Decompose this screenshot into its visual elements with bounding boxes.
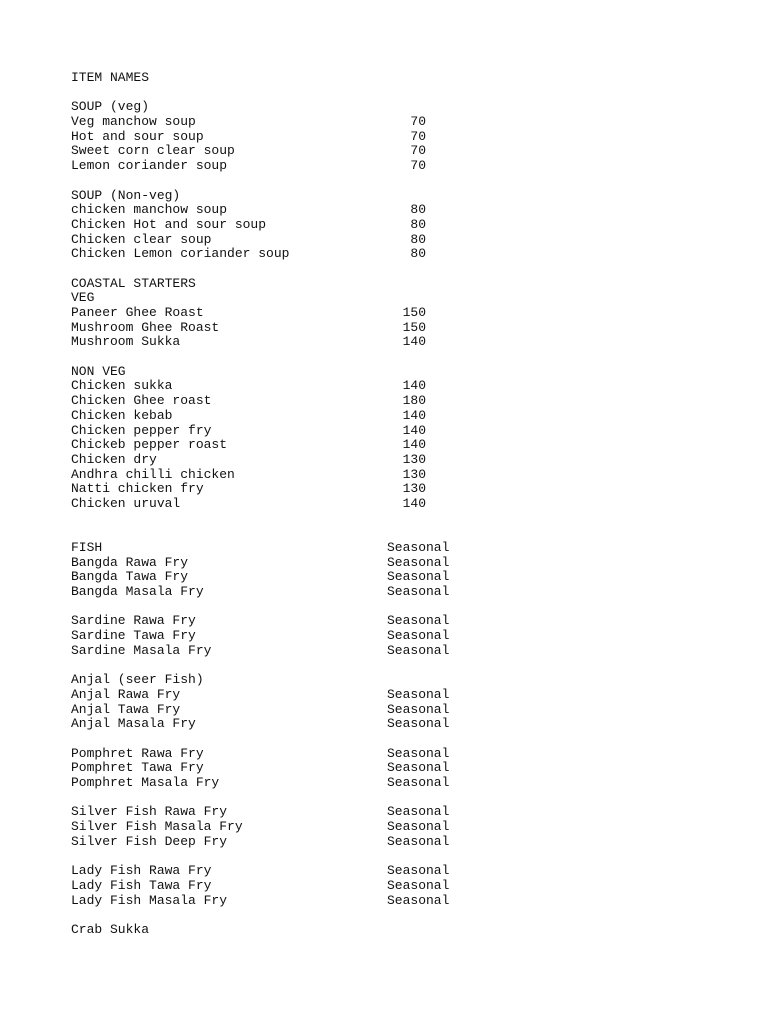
item-name: Mushroom Sukka	[71, 334, 181, 350]
item-name: Sardine Rawa Fry	[71, 613, 196, 629]
menu-item	[71, 233, 711, 248]
item-name: chicken manchow soup	[71, 202, 228, 218]
menu-item	[71, 703, 711, 718]
item-price: Seasonal	[387, 701, 450, 717]
item-name: Lady Fish Masala Fry	[71, 892, 228, 908]
item-price: 70	[410, 143, 426, 159]
item-price: 150	[402, 319, 426, 335]
item-name: Anjal Rawa Fry	[71, 686, 181, 702]
item-price: 140	[402, 437, 426, 453]
item-name: Pomphret Tawa Fry	[71, 760, 204, 776]
item-price: Seasonal	[387, 819, 450, 835]
item-price: 70	[410, 114, 426, 130]
menu-item	[71, 570, 711, 585]
item-price: 80	[410, 202, 426, 218]
menu-item	[71, 321, 711, 336]
item-name: Chicken uruval	[71, 495, 181, 511]
item-price: Seasonal	[387, 628, 450, 644]
item-name: Chicken dry	[71, 451, 157, 467]
item-name: Pomphret Rawa Fry	[71, 745, 204, 761]
item-name: Andhra chilli chicken	[71, 466, 235, 482]
item-name: Mushroom Ghee Roast	[71, 319, 220, 335]
menu-item	[71, 614, 711, 629]
item-name: Chicken clear soup	[71, 231, 212, 247]
menu-item	[71, 409, 711, 424]
menu-item	[71, 453, 711, 468]
menu-item	[71, 864, 711, 879]
item-price: 130	[402, 451, 426, 467]
menu-item	[71, 688, 711, 703]
section-heading-fish: FISH Seasonal	[71, 540, 450, 556]
menu-item	[71, 159, 711, 174]
item-name: Veg manchow soup	[71, 114, 196, 130]
item-name: Bangda Tawa Fry	[71, 569, 189, 585]
item-price: Seasonal	[387, 716, 450, 732]
menu-item	[71, 717, 711, 732]
item-name: Chicken sukka	[71, 378, 173, 394]
item-name: Chicken kebab	[71, 407, 173, 423]
menu-item	[71, 438, 711, 453]
item-price: Seasonal	[387, 745, 450, 761]
item-name: Sardine Tawa Fry	[71, 628, 196, 644]
item-name: Silver Fish Rawa Fry	[71, 804, 228, 820]
item-name: Chicken Hot and sour soup	[71, 216, 267, 232]
menu-item	[71, 820, 711, 835]
item-price: 150	[402, 305, 426, 320]
item-name: Chicken pepper fry	[71, 422, 212, 438]
item-name: Bangda Masala Fry	[71, 584, 204, 600]
item-price: 80	[410, 246, 426, 262]
menu-item	[71, 747, 711, 762]
item-price: 80	[410, 216, 426, 232]
item-price: Seasonal	[387, 775, 450, 791]
menu-item	[71, 218, 711, 233]
item-price: 130	[402, 481, 426, 497]
document-title: ITEM NAMES	[71, 70, 150, 85]
item-price: 140	[402, 407, 426, 423]
subheading-non-veg: NON VEG	[71, 363, 126, 379]
item-name: Natti chicken fry	[71, 481, 204, 497]
subheading-anjal: Anjal (seer Fish)	[71, 672, 204, 688]
menu-item	[71, 894, 711, 909]
item-price: 140	[402, 378, 426, 394]
item-name: Chicken Ghee roast	[71, 393, 212, 409]
item-name: Pomphret Masala Fry	[71, 775, 220, 791]
section-heading-soup-veg: SOUP (veg)	[71, 99, 150, 115]
menu-item	[71, 644, 711, 659]
item-price: Seasonal	[387, 686, 450, 702]
menu-item	[71, 424, 711, 439]
item-name: Bangda Rawa Fry	[71, 554, 189, 570]
item-price: 140	[402, 334, 426, 350]
menu-item	[71, 144, 711, 159]
menu-item	[71, 556, 711, 571]
item-name: Hot and sour soup	[71, 128, 204, 144]
item-name: Anjal Tawa Fry	[71, 701, 181, 717]
section-heading-coastal: COASTAL STARTERS	[71, 275, 196, 291]
item-price: 140	[402, 495, 426, 511]
item-price: 130	[402, 466, 426, 482]
menu-item	[71, 629, 711, 644]
menu-item	[71, 115, 711, 130]
item-price: 80	[410, 231, 426, 247]
item-name: Paneer Ghee Roast	[71, 305, 204, 320]
menu-item	[71, 761, 711, 776]
menu-item	[71, 585, 711, 600]
menu-item	[71, 130, 711, 145]
item-price: Seasonal	[387, 613, 450, 629]
section-heading-soup-nonveg: SOUP (Non-veg)	[71, 187, 181, 203]
menu-item	[71, 805, 711, 820]
item-name: Silver Fish Masala Fry	[71, 819, 243, 835]
item-price: 70	[410, 158, 426, 174]
item-price: Seasonal	[387, 642, 450, 658]
menu-item	[71, 468, 711, 483]
item-price: Seasonal	[387, 863, 450, 879]
item-price: Seasonal	[387, 804, 450, 820]
subheading-veg: VEG	[71, 290, 95, 306]
item-name: Anjal Masala Fry	[71, 716, 196, 732]
menu-item	[71, 306, 711, 321]
item-price: Seasonal	[387, 892, 450, 908]
menu-item	[71, 497, 711, 512]
menu-item	[71, 394, 711, 409]
menu-document	[71, 71, 711, 938]
item-price: Seasonal	[387, 540, 450, 556]
item-name: Sardine Masala Fry	[71, 642, 212, 658]
item-price: Seasonal	[387, 569, 450, 585]
menu-item	[71, 776, 711, 791]
item-price: Seasonal	[387, 760, 450, 776]
item-name: Lady Fish Rawa Fry	[71, 863, 212, 879]
item-price: Seasonal	[387, 877, 450, 893]
subheading-crab: Crab Sukka	[71, 921, 150, 937]
item-name: Silver Fish Deep Fry	[71, 833, 228, 849]
menu-item	[71, 379, 711, 394]
menu-item	[71, 247, 711, 262]
menu-item	[71, 835, 711, 850]
menu-item	[71, 482, 711, 497]
item-price: 180	[402, 393, 426, 409]
item-price: 70	[410, 128, 426, 144]
item-name: Chickeb pepper roast	[71, 437, 228, 453]
item-name: Lemon coriander soup	[71, 158, 228, 174]
item-price: 140	[402, 422, 426, 438]
menu-item	[71, 335, 711, 350]
item-price: Seasonal	[387, 833, 450, 849]
item-price: Seasonal	[387, 554, 450, 570]
item-price: Seasonal	[387, 584, 450, 600]
menu-item	[71, 203, 711, 218]
item-name: Chicken Lemon coriander soup	[71, 246, 290, 262]
menu-item	[71, 879, 711, 894]
item-name: Sweet corn clear soup	[71, 143, 235, 159]
item-name: Lady Fish Tawa Fry	[71, 877, 212, 893]
